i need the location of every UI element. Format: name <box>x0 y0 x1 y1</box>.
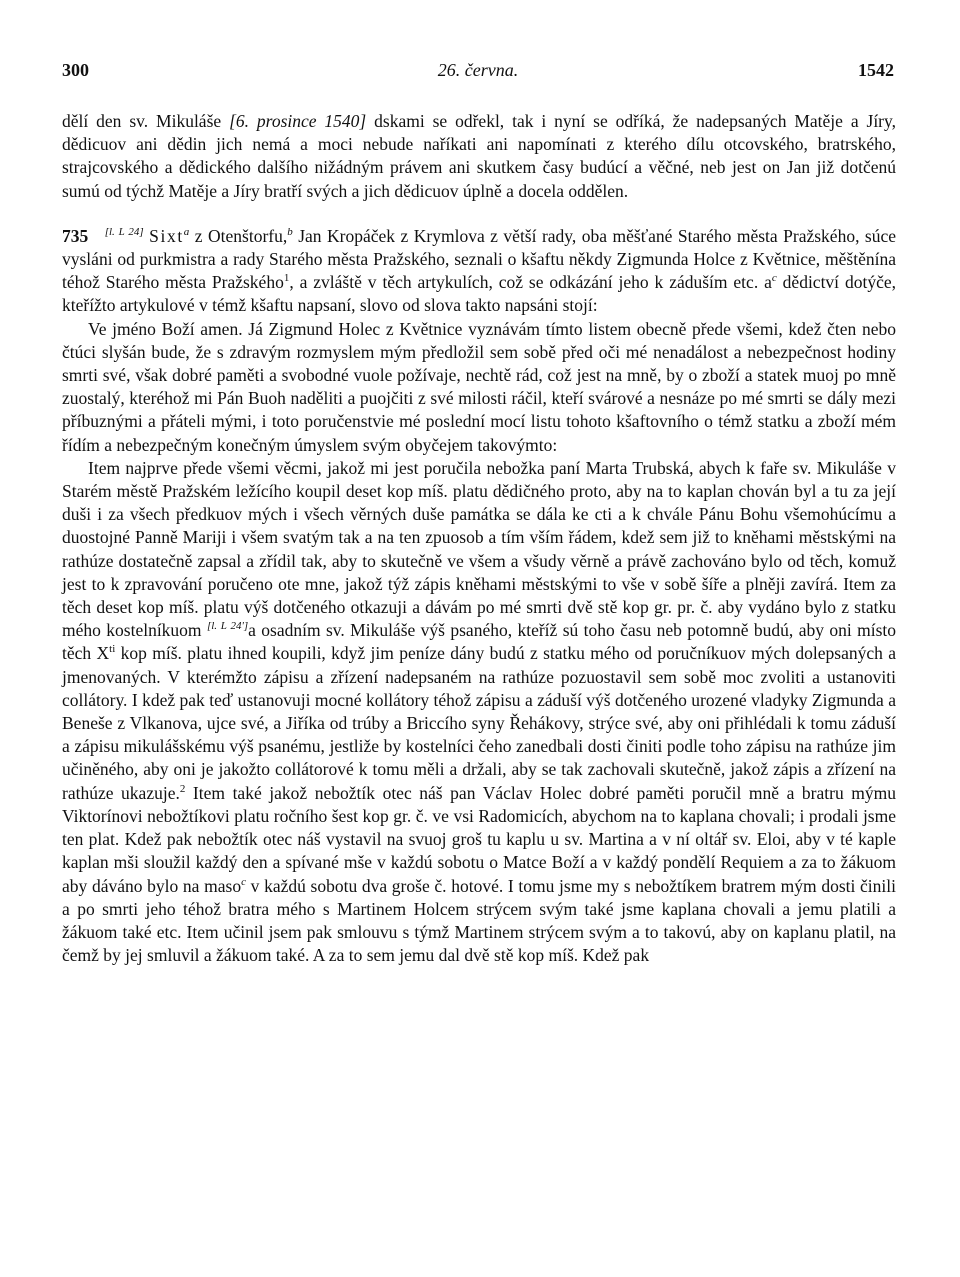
page-body <box>62 110 896 967</box>
page-number: 300 <box>62 60 89 80</box>
testament-item-paragraph <box>62 457 896 967</box>
text-run: a osadním sv. Mikuláše výš psaného, kteříž sú toho času neb potomně budú, aby oni místo těch X <box>62 620 896 664</box>
folio-marker: [l. L 24] <box>104 225 144 238</box>
text-run: Sixt <box>149 225 184 246</box>
paragraph-continuation <box>62 110 896 203</box>
entry-735-paragraph <box>62 225 896 318</box>
folio-marker: [l. L 24'] <box>206 620 249 633</box>
footnote-mark: c <box>241 875 246 888</box>
footnote-mark: ti <box>109 643 116 656</box>
text-run: , a zvláště v těch artykulích, což se odkázání jeho k záduším etc. a <box>289 272 772 293</box>
running-year: 1542 <box>858 60 894 80</box>
text-run: kop míš. platu ihned koupili, když jim peníze dány budú z statku mého od poručníkuov mých dolepsaných a jmenovaných. V kterémžto zápisu a zřízení nadepsaném na rathúze pozuostavil sem sobě moc zvoliti a ustanoviti collátory. I kdež pak teď ustanovuji mocné kollátory téhož zápisu a záduší výš dotčeného urozené vladyky Zigmunda a Beneše z Vlkanova, ujce své, a Jiříka od trúby a Briccího syny Řehákovy, strýce své, aby oni přihlédali k tomu záduší a zápisu mikulášskému výš psanému, jestliže by kostelníci čeho zanedbali dosti činiti podle toho zápisu na rathúze jim učiněného, aby oni je jakožto collátorové k tomu měli a držali, aby se tak zachovali skutečně, jakož zápis a zřízení na rathúze ukazuje. <box>62 643 896 803</box>
footnote-mark: 2 <box>179 782 186 795</box>
footnote-mark: a <box>183 225 190 238</box>
text-run: dskami se odřekl, tak i nyní se odříká, že nadepsaných Matěje a Jíry, dědicuov ani dědin jich nemá a moci nebude naříkati ani napomínati z kterého dílu otcovského, bratrského, strajcovského a dědického dalšího nižádným právem ani skutkem časy budúcí a věčné, neb jest on Jan již dotčenú sumú od týchž Matěje a Jíry bratří svých a jich dědicuov úplně a docela oddělen. <box>62 111 897 201</box>
text-run: v každú sobotu dva groše č. hotové. I tomu jsme my s nebožtíkem bratrem mým dosti činili a po smrti jeho téhož bratra mého s Martinem Holcem strýcem svým také jsme kaplana chovali a jemu platili a žákuom také etc. Item učinil jsem pak smlouvu s týmž Martinem strýcem svým a to takovú, aby on kaplanu platil, na čemž by jej smluvil a žákuom také. A za to sem jemu dal dvě stě kop míš. Kdež pak <box>62 875 896 966</box>
page-header <box>62 60 894 82</box>
testament-preamble: Ve jméno Boží amen. Já Zigmund Holec z Květnice vyznávám tímto listem obecně přede všemi, kdež čten nebo čtúci slyšán bude, že s zdravým rozmyslem mým předložil sem sobě před oči mé nenadálost a nebezpečnost hodiny smrti své, však dobré paměti a svobodné vuole požívaje, nechtě rád, což jest na mně, by o zboží a statek muoj po mně zuostalý, kteréhož mi Pán Buoh naděliti a puojčiti z své milosti ráčil, kteří svárové a nesnáze po mé smrti se dály mezi příbuznými a přáteli mými, i toto poručenstvie mé poslední mocí listu tohoto kšaftovního o témž statku a zboží mém řídím a nebezpečným konečným úmyslem svým obyčejem takovýmto: <box>62 318 896 455</box>
editorial-date-note: [6. prosince 1540] <box>229 111 367 131</box>
running-date: 26. června. <box>437 60 519 80</box>
entry-number: 735 <box>62 225 89 246</box>
footnote-mark: b <box>287 225 293 238</box>
text-run: Jan Kropáček z Krymlova z větší rady, oba měšťané Starého města Pražského, súce vysláni od purkmistra a rady Starého města Pražského, seznali o kšaftu někdy Zigmunda Holce z Květnice, měštěnína téhož Starého města Pražského <box>62 225 897 293</box>
text-run: dělí den sv. Mikuláše <box>62 111 230 131</box>
footnote-mark: 1 <box>283 272 290 285</box>
text-run: Item najprve přede všemi věcmi, jakož mi jest poručila nebožka paní Marta Trubská, abych k faře sv. Mikuláše v Starém městě Pražském ležícího koupil deset kop míš. platu dědičného proto, aby na to kaplan chován byl a tu za její duši i za všech předkuov mých i všech věrných duše památka se dála ke cti a k chvále Pánu Bohu všemohúcímu a duostojné Panně Mariji i všem svatým tak a na ten zpuosob a tím vším řádem, kdež sem již to kněhami městskými na rathúze dostatečně zapsal a zřídil tak, aby to skutečně ve všem a všudy věrně a právě zachováno bylo od těch, komuž jest to k zpravování poručeno ote mne, jakož týž zápis kněhami městskými to vše v sobě šíře a plněji zavírá. Item za těch deset kop míš. platu výš dotčeného otkazuji a dávám po mé smrti dvě stě kop gr. pr. č. aby vydáno bylo z statku mého kostelníkuom <box>62 457 896 641</box>
text-run: Item také jakož nebožtík otec náš pan Václav Holec dobré paměti poručil mně a bratru mýmu Viktorínovi nebožtíkovi platu ročního šest kop gr. č. ve vsi Radomicích, abychom na to kaplana chovali; i prodali jsme ten plat. Kdež pak nebožtík otec náš vystavil na svuoj groš tu kaplu u sv. Martina a v ní oltář sv. Eloi, aby v té kaple kaplan mši sloužil každý den a spívané mše v každú sobotu o Matce Boží a v každý pondělí Requiem a za to žákuom aby dáváno bylo na maso <box>62 782 897 896</box>
footnote-mark: c <box>771 272 777 285</box>
text-run: dědictví dotýče, kteřížto artykulové v témž kšaftu napsaní, slovo od slova takto napsáni stojí: <box>62 272 896 316</box>
text-run: z Otenštorfu, <box>189 225 288 246</box>
entry-spacer <box>62 203 896 225</box>
